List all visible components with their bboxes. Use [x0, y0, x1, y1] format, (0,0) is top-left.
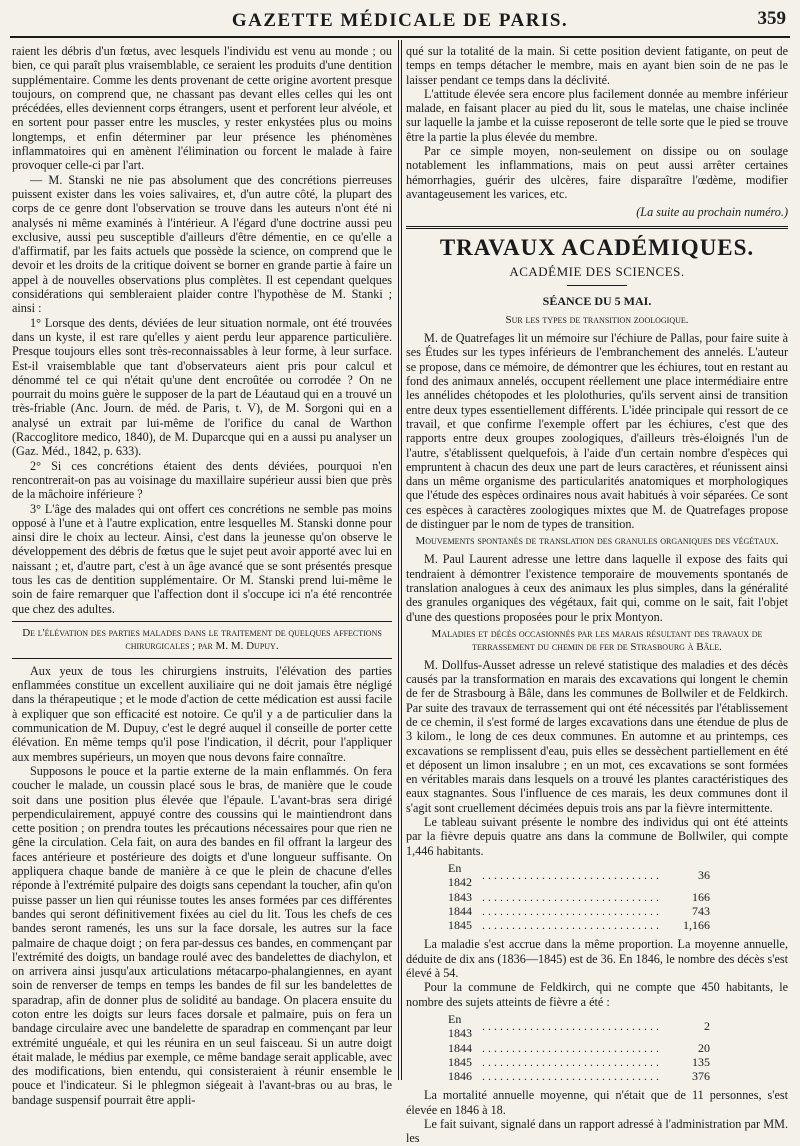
short-rule [567, 285, 627, 286]
paragraph: raient les débris d'un fœtus, avec lesquels l'individu est venu au monde ; ou bien, ce qui paraît plus vraisemblable, ce seraient les produits d'une dentition supplémentaire. Comme les dents provenant de cette origine avortent presque toujours, on comprend que, ne chassant pas devant elles celles qui les ont précédées, elles deviennent corps étrangers, usent et perforent leur alvéole, et en sortent pour passer entre les muscles, y rester enkystées plus ou moins longtemps, et enfin déterminer par leur présence les phénomènes inflammatoires qui en amènent l'élimination ou forcent le malade à faire provoquer celle-ci par l'art. [12, 44, 392, 173]
value-cell: 166 [692, 889, 710, 904]
feldkirch-table [446, 1012, 712, 1083]
subsection-title: Mouvements spontanés de translation des granules organiques des végétaux. [415, 535, 779, 548]
year-cell: 1845 [448, 1054, 472, 1069]
section-rule [12, 658, 392, 659]
year-cell: En 1842 [448, 860, 472, 890]
paragraph: Aux yeux de tous les chirurgiens instruits, l'élévation des parties enflammées constitue un excellent auxiliaire qui ne doit jamais être négligé dans la thérapeutique ; et le mode d'action de cette médication est aussi facile à expliquer que son efficacité est notoire. Ce qu'il y a de particulier dans la communication de M. Dupuy, c'est le degré auquel il conseille de porter cette élévation. En même temps qu'il pose l'indication, il décrit, pour l'appliquer aux membres supérieurs, un moyen que nous devons faire connaître. [12, 663, 392, 764]
dot-leader: . . . . . . . . . . . . . . . . . . . . . . . . . . . . . . [482, 918, 659, 933]
table-row [446, 918, 712, 932]
value-cell: 376 [692, 1069, 710, 1084]
year-cell: En 1843 [448, 1011, 472, 1041]
paragraph: Le tableau suivant présente le nombre des individus qui ont été atteints par la fièvre depuis quatre ans dans la commune de Bollwiler, qui compte 1,446 habitants. [406, 815, 788, 858]
left-column [12, 44, 392, 1107]
paragraph: L'attitude élevée sera encore plus facilement donnée au membre inférieur malade, en faisant placer au pied du lit, sous le matelas, une chaise inclinée sur laquelle la jambe et la cuisse reposeront de telle sorte que le pied se trouve être la partie la plus élevée du membre. [406, 86, 788, 144]
page-number: 359 [757, 8, 786, 29]
section-title: De l'élévation des parties malades dans le traitement de quelques affections chirurgicales ; par M. M. Dupuy. [22, 626, 382, 652]
session-heading: SÉANCE DU 5 MAI. [542, 293, 652, 308]
paragraph: La mortalité annuelle moyenne, qui n'était que de 11 personnes, s'est élevée en 1846 à 18. [406, 1088, 788, 1117]
section-rule [406, 226, 788, 229]
page-header [0, 0, 800, 40]
bollwiler-table [446, 861, 712, 932]
paragraph: Par ce simple moyen, non-seulement on dissipe ou on soulage notablement les inflammations, mais on peut aussi arrêter certaines hémorrhagies, guérir des ulcères, faire disparaître l'œdème, modifier avantageusement les varices, etc. [406, 144, 788, 201]
column-divider [398, 40, 402, 1080]
academy-heading: ACADÉMIE DES SCIENCES. [509, 263, 685, 279]
year-cell: 1845 [448, 918, 472, 933]
paragraph: — M. Stanski ne nie pas absolument que des concrétions pierreuses puissent exister dans les voies salivaires, et, d'un autre côté, la plupart des corps de ce genre dont l'observation se trouve dans les auteurs n'ont été ni analysés ni même examinés à l'intérieur. A l'égard d'une doctrine aussi peu exclusive, aussi peu susceptible d'ailleurs d'être démentie, en ce qu'elle a d'affirmatif, par les faits actuels que possède la science, on comprend que le devoir et les droits de la critique doivent se borner en grande partie à faire un appel à de nouvelles observations plus complètes. Il est cependant quelques considérations qui sembleraient plaider contre l'hypothèse de M. Stanki ; ainsi : [12, 172, 392, 316]
right-column [406, 44, 788, 1146]
header-rule [10, 36, 790, 38]
paragraph: Pour la commune de Feldkirch, qui ne compte que 450 habitants, le nombre des sujets atteints de fièvre a été : [406, 980, 788, 1009]
subsection-title: Maladies et décès occasionnés par les marais résultant des travaux de terrassement du chemin de fer de Strasbourg à Bâle. [431, 627, 763, 653]
dot-leader: . . . . . . . . . . . . . . . . . . . . . . . . . . . . . . [482, 1054, 659, 1069]
paragraph: 3° L'âge des malades qui ont offert ces concrétions ne semble pas moins opposé à l'une et à l'autre explication, entre lesquelles M. Stanski donne pour ainsi dire le choix au lecteur. Ainsi, c'est dans la jeunesse qu'on observe le développement des débris de fœtus que le sujet peut avoir apporté avec lui en naissant ; et, d'autre part, c'est à un âge avancé que se sont présentés presque tous les cas de dentition supplémentaire. Or M. Stanski prend lui-même le soin de faire remarquer que l'affection dont il s'occupe ici n'a été rencontrée que chez des adultes. [12, 501, 392, 616]
dot-leader: . . . . . . . . . . . . . . . . . . . . . . . . . . . . . . [482, 889, 659, 904]
year-cell: 1846 [448, 1069, 472, 1084]
value-cell: 36 [698, 868, 710, 883]
subsection-title: Sur les types de transition zoologique. [505, 314, 689, 327]
table-row [446, 1012, 712, 1041]
paragraph: qué sur la totalité de la main. Si cette position devient fatigante, on peut de temps en temps détacher le membre, mais en ayant bien soin de ne pas le laisser pendant ce temps dans la déclivité. [406, 44, 788, 87]
continued-note: (La suite au prochain numéro.) [636, 205, 788, 220]
dot-leader: . . . . . . . . . . . . . . . . . . . . . . . . . . . . . . [482, 1040, 659, 1055]
dot-leader: . . . . . . . . . . . . . . . . . . . . . . . . . . . . . . [482, 903, 659, 918]
value-cell: 1,166 [683, 918, 710, 933]
table-row [446, 861, 712, 890]
paragraph: 1° Lorsque des dents, déviées de leur situation normale, ont été trouvées dans un kyste, il est rare qu'elles y aient perdu leur apparence particulière. Presque toujours elles sont très-reconnaissables à leur forme, à leur surface. Est-il vraisemblable que tant d'observateurs aient pris pour calcul et dénommé tel ce qui n'était qu'une dent encroûtée ou corrodée ? On ne pourrait du moins guère le supposer de la part de Léautaud qui en a trouvé un très-friable (Anc. Journ. de méd. de Paris, t. V), de M. Sorgoni qui en a analysé un extrait par lui-même de l'orifice du canal de Warthon (Raccoglitore medico, 1840), de M. Duparcque qui en a aussi pu analyser un (Gaz. Méd., 1842, p. 633). [12, 315, 392, 459]
year-cell: 1844 [448, 903, 472, 918]
paragraph: 2° Si ces concrétions étaient des dents déviées, pourquoi n'en rencontrerait-on pas au voisinage du maxillaire supérieur aussi bien que près de la mâchoire inférieure ? [12, 458, 392, 502]
year-cell: 1844 [448, 1040, 472, 1055]
running-title: GAZETTE MÉDICALE DE PARIS. [231, 10, 569, 31]
dot-leader: . . . . . . . . . . . . . . . . . . . . . . . . . . . . . . [482, 1069, 659, 1084]
paragraph: M. Dollfus-Ausset adresse un relevé statistique des maladies et des décès causés par la transformation en marais des excavations qui longent le chemin de fer de Strasbourg à Bâle, dans les communes de Bollwiler et de Feldkirch. Par suite des travaux de terrassement qui ont été nécessités par l'établissement de ce chemin, il s'est formé de larges excavations dans une étendue de plus de 3 kilom., le long de ces deux communes. En automne et au printemps, ces excavations se remplissent d'eau, puis elles se dessèchent partiellement en été et déposent un limon insalubre ; en un mot, ces excavations se sont formées en véritables marais dans lesquels on a trouvé les plantes caractéristiques des eaux stagnantes. Sous l'influence de ces marais, les deux communes dont il s'agit sont cruellement décimées depuis trois ans par la fièvre intermittente. [406, 657, 788, 815]
year-cell: 1843 [448, 889, 472, 904]
paragraph: M. Paul Laurent adresse une lettre dans laquelle il expose des faits qui tendraient à démontrer l'existence temporaire de mouvements spontanés de translation analogues à ceux des animaux les plus simples, dans la généralité des granules organiques des végétaux, fait qui, comme on le sait, fait l'objet d'une des questions proposées pour le prix Montyon. [406, 552, 788, 624]
table-row [446, 890, 712, 904]
section-rule [12, 621, 392, 622]
main-heading: TRAVAUX ACADÉMIQUES. [439, 234, 755, 260]
table-row [446, 1041, 712, 1055]
paragraph: Le fait suivant, signalé dans un rapport adressé à l'administration par MM. les [406, 1117, 788, 1146]
dot-leader: . . . . . . . . . . . . . . . . . . . . . . . . . . . . . . [482, 1019, 659, 1034]
paragraph: M. de Quatrefages lit un mémoire sur l'échiure de Pallas, pour faire suite à ses Études sur les types inférieurs de l'embranchement des annelés. L'auteur se propose, dans ce mémoire, de démontrer que les échiures, tout en restant au fond des animaux annelés, occupent réellement une place intermédiaire entre les annélides chétopodes et les plolothuries, qu'ils servent ainsi de transition entre deux types essentiellement différents. L'idée principale qui ressort de ce travail, et que confirme l'exemple offert par les échiures, c'est que des rapports entre deux groupes zoologiques, d'ailleurs très-éloignés l'un de l'autre, s'établissent quelquefois, à l'aide d'un certain nombre d'espèces qui empruntent à chacun des deux une part de leurs caractères, et réunissent ainsi dans un même organisme des particularités anatomiques et morphologiques que l'étude des espèces ordinaires nous avait habitués à voir séparées. Ce sont ces espèces à caractères zoologiques mixtes que M. de Quatrefages propose de distinguer par le nom de types de transition. [406, 331, 788, 532]
table-row [446, 904, 712, 918]
value-cell: 2 [704, 1019, 710, 1034]
value-cell: 743 [692, 903, 710, 918]
table-row [446, 1069, 712, 1083]
paragraph: La maladie s'est accrue dans la même proportion. La moyenne annuelle, déduite de dix ans (1836—1845) est de 36. En 1846, le nombre des décès s'est élevé à 54. [406, 937, 788, 981]
paragraph: Supposons le pouce et la partie externe de la main enflammés. On fera coucher le malade, un coussin placé sous le bras, de manière que le coude soit dans une position plus élevée que l'épaule. L'avant-bras sera dirigé perpendiculairement, appuyé contre des coussins qui le maintiendront dans cette position ; on prendra toutes les précautions nécessaires pour que rien ne gêne la circulation. Cela fait, on aura des bandes en fil offrant la largeur des faces antérieure et postérieure des doigts et d'une longueur suffisante. On appliquera chaque bande de manière à ce que le plein de chacune d'elles réponde à l'extrémité pulpaire des doigts sans cependant la toucher, afin qu'on puisse passer un lien qui réunisse toutes les anses formées par ces différentes bandes qui seront définitivement fixées au ciel du lit. Tous les chefs de ces bandes seront ramenés, les uns sur la face dorsale, les autres sur la face palmaire de chaque doigt ; on fera par-dessus ces bandes, en commençant par l'extrémité des doigts, un bandage roulé avec des bandelettes de diachylon, et on arrivera ainsi jusqu'aux articulations métacarpo-phalangiennes, en ayant soin de renverser de temps en temps les bandes de fil sur les bandelettes de sparadrap, afin de donner plus de solidité au bandage. On placera ensuite du coton entre les doigts sur leurs faces dorsale et palmaire, puis on fera un bandage circulaire avec une bandelette de sparadrap en commençant par leur extrémité unguéale, et qui les réunira en un seul faisceau. Si un autre doigt était malade, le médius par exemple, ce même bandage serait applicable, avec des modifications, bien entendu, qui consisteraient à réunir ensemble le pouce et l'indicateur. Si le phlegmon siégeait à l'avant-bras ou au bras, le bandage suspensif pourrait être appli- [12, 763, 392, 1107]
value-cell: 135 [692, 1054, 710, 1069]
value-cell: 20 [698, 1040, 710, 1055]
table-row [446, 1055, 712, 1069]
dot-leader: . . . . . . . . . . . . . . . . . . . . . . . . . . . . . . [482, 868, 659, 883]
